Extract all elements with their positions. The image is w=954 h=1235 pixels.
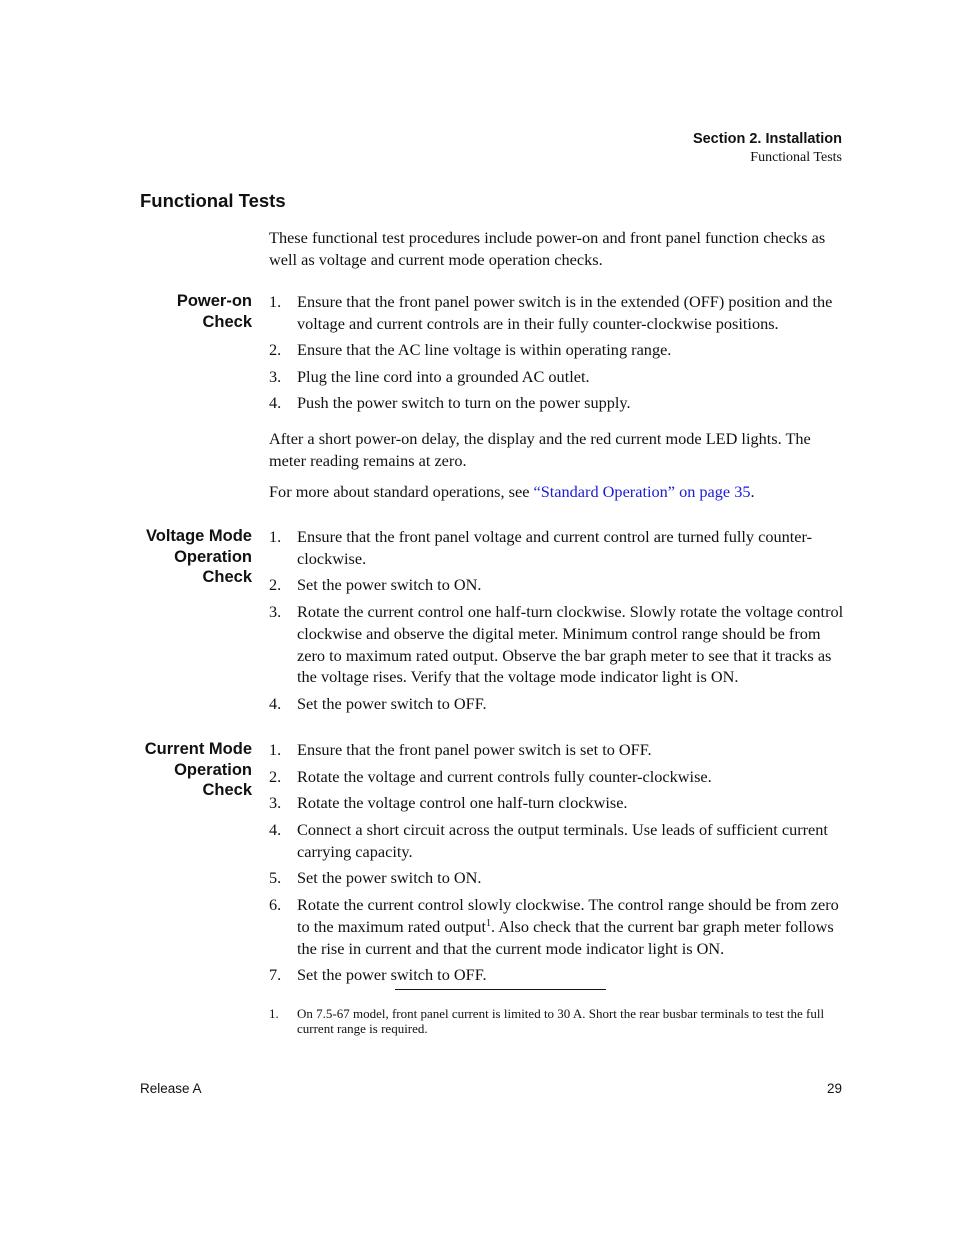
list-item bbox=[269, 819, 844, 863]
list-item bbox=[269, 526, 844, 570]
more-info-paragraph bbox=[269, 481, 844, 503]
step-number: 2. bbox=[269, 767, 282, 786]
step-text: Set the power switch to ON. bbox=[297, 575, 482, 594]
step-number: 5. bbox=[269, 868, 282, 887]
step-number: 3. bbox=[269, 793, 282, 812]
power-on-result-paragraph: After a short power-on delay, the display and the red current mode LED lights. The meter reading remains at zero. bbox=[269, 429, 811, 470]
heading-line: Check bbox=[202, 568, 252, 586]
step-number: 7. bbox=[269, 965, 282, 984]
page-number: 29 bbox=[826, 1081, 842, 1096]
step-text: Connect a short circuit across the output terminals. Use leads of sufficient current carrying capacity. bbox=[297, 820, 828, 861]
list-item bbox=[269, 894, 844, 959]
step-text: Ensure that the front panel voltage and current control are turned fully counter-clockwise. bbox=[297, 527, 813, 568]
list-item bbox=[269, 574, 844, 596]
step-number: 2. bbox=[269, 575, 282, 594]
running-header-section: Section 2. Installation bbox=[692, 131, 842, 147]
footnote-number: 1. bbox=[269, 1006, 279, 1021]
step-text: Rotate the voltage control one half-turn clockwise. bbox=[297, 793, 628, 812]
step-text: Rotate the current control one half-turn clockwise. Slowly rotate the voltage control clockwise and observe the digital meter. Minimum control range should be from zero to maximum rated output. Observe the bar graph meter to see that it tracks as the voltage rises. Verify that the voltage mode indicator light is ON. bbox=[297, 602, 844, 687]
heading-line: Check bbox=[202, 781, 252, 799]
step-number: 4. bbox=[269, 694, 282, 713]
step-text-part: Rotate the current control slowly clockwise. The control range should be from zero to the maximum rated output bbox=[297, 895, 839, 936]
list-item bbox=[269, 392, 844, 414]
step-text: Ensure that the AC line voltage is within operating range. bbox=[297, 340, 672, 359]
page-title: Functional Tests bbox=[140, 190, 286, 211]
voltage-mode-check-heading bbox=[120, 526, 252, 588]
current-mode-check-heading bbox=[120, 739, 252, 801]
heading-line: Check bbox=[202, 312, 252, 331]
step-number: 3. bbox=[269, 367, 282, 386]
list-item bbox=[269, 739, 844, 761]
more-info-prefix: For more about standard operations, see bbox=[269, 482, 534, 501]
power-on-check-heading bbox=[120, 291, 252, 332]
step-text: Ensure that the front panel power switch is set to OFF. bbox=[297, 740, 652, 759]
list-item bbox=[269, 366, 844, 388]
step-text: Rotate the voltage and current controls fully counter-clockwise. bbox=[297, 767, 712, 786]
heading-line: Voltage Mode bbox=[145, 527, 252, 545]
step-number: 2. bbox=[269, 340, 282, 359]
list-item bbox=[269, 291, 844, 335]
step-number: 4. bbox=[269, 820, 282, 839]
list-item bbox=[269, 339, 844, 361]
heading-line: Current Mode bbox=[144, 740, 252, 758]
standard-operation-link[interactable]: “Standard Operation” on page 35 bbox=[533, 482, 751, 501]
step-number: 1. bbox=[269, 292, 282, 311]
heading-line: Power-on bbox=[176, 292, 252, 310]
step-text: Plug the line cord into a grounded AC outlet. bbox=[297, 367, 590, 386]
list-item bbox=[269, 867, 844, 889]
list-item bbox=[269, 964, 844, 986]
list-item bbox=[269, 693, 844, 715]
step-number: 6. bbox=[269, 895, 282, 914]
intro-paragraph: These functional test procedures include power-on and front panel function checks as well as voltage and current mode operation checks. bbox=[269, 228, 826, 269]
step-number: 4. bbox=[269, 393, 282, 412]
more-info-suffix: . bbox=[750, 482, 755, 501]
footnote-reference[interactable]: 1 bbox=[486, 917, 492, 929]
step-text: Push the power switch to turn on the power supply. bbox=[297, 393, 631, 412]
footnote-text: On 7.5-67 model, front panel current is limited to 30 A. Short the rear busbar terminals to test the full current range is required. bbox=[297, 1006, 825, 1036]
step-text: Set the power switch to OFF. bbox=[297, 965, 487, 984]
step-text-part: . Also check that the current bar graph meter follows the rise in current and that the current mode indicator light is ON. bbox=[297, 916, 834, 958]
step-text: Set the power switch to ON. bbox=[297, 868, 482, 887]
running-header-subsection: Functional Tests bbox=[750, 150, 842, 165]
step-number: 1. bbox=[269, 740, 282, 759]
list-item bbox=[269, 601, 844, 688]
footnote bbox=[269, 1007, 844, 1036]
list-item bbox=[269, 766, 844, 788]
list-item bbox=[269, 792, 844, 814]
footnote-separator bbox=[395, 989, 606, 990]
step-number: 1. bbox=[269, 527, 282, 546]
heading-line: Operation bbox=[174, 760, 252, 779]
heading-line: Operation bbox=[174, 547, 252, 566]
step-text bbox=[297, 894, 844, 959]
step-text: Ensure that the front panel power switch is in the extended (OFF) position and the voltage and current controls are in their fully counter-clockwise positions. bbox=[297, 292, 833, 333]
step-text: Set the power switch to OFF. bbox=[297, 694, 487, 713]
release-label: Release A bbox=[140, 1081, 202, 1096]
step-number: 3. bbox=[269, 602, 282, 621]
